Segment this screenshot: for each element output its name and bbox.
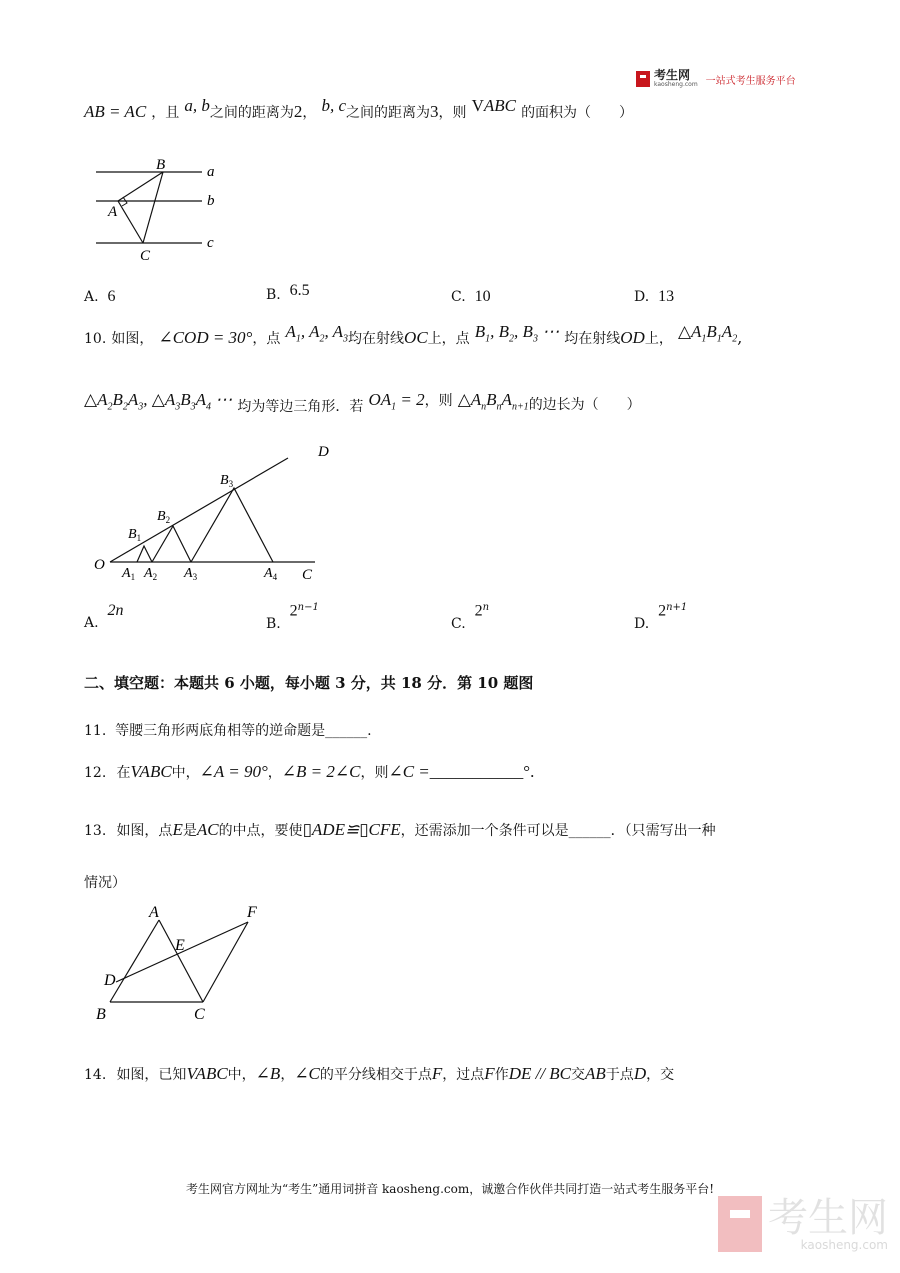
- q9-label-a: a: [207, 164, 215, 180]
- q13-number: 13.: [84, 823, 107, 839]
- q13-label-A: A: [149, 904, 159, 921]
- q13-point-e: E: [172, 820, 183, 839]
- header-logo: [636, 70, 796, 88]
- q10-tri-list: $\triangle A_2B_2A_3$, $\triangle A_3B_3A_4$ ⋯: [84, 390, 233, 413]
- q9-text: 之间的距离为: [209, 105, 294, 121]
- q13-label-B: B: [96, 1006, 106, 1023]
- q14-parallel: DE // BC: [508, 1064, 572, 1083]
- q10-label-B1: $B_1$: [128, 527, 142, 543]
- q12-cond-a: ∠A = 90°: [199, 762, 268, 781]
- q14-point-f: F: [484, 1064, 495, 1083]
- q9-dist-2: 2: [293, 102, 303, 121]
- q13-label-D: D: [104, 972, 116, 989]
- q9-text: ，: [302, 105, 317, 121]
- q13-text: 的中点，要使: [218, 823, 303, 839]
- q10-ray-od: OD: [620, 328, 645, 347]
- watermark: [718, 1196, 888, 1252]
- q14-text: 作: [494, 1067, 509, 1083]
- q14-number: 14.: [84, 1067, 107, 1083]
- option-label: D.: [634, 615, 650, 632]
- q10-label-B3: $B_3$: [220, 473, 234, 489]
- q10-b-points: $B_1$, $B_2$, $B_3$ ⋯: [474, 322, 560, 345]
- q9-option-c[interactable]: [451, 288, 491, 306]
- q10-oa1: $OA_1 = 2$: [368, 390, 425, 413]
- q14-triangle: VABC: [186, 1064, 228, 1083]
- q14-segment-ab: AB: [585, 1064, 606, 1083]
- q9-figure: [90, 152, 230, 264]
- option-value: 2: [474, 602, 483, 620]
- q10-label-O: O: [94, 557, 105, 573]
- q12-cond-b: ∠B = 2∠C: [281, 762, 361, 781]
- q9-label-A: A: [108, 204, 118, 220]
- q14-text: ，: [280, 1067, 295, 1083]
- q13-figure: [92, 900, 272, 1025]
- q10-statement-line2: [84, 390, 641, 415]
- option-label: A.: [84, 289, 99, 305]
- q12-ask: ∠C =: [388, 762, 430, 781]
- q12-answer-blank[interactable]: ___________: [429, 762, 524, 781]
- q10-angle: ∠COD = 30°: [158, 328, 253, 347]
- watermark-domain: kaosheng.com: [800, 1238, 888, 1252]
- q12-text: ，: [267, 765, 282, 781]
- q9-label-c: c: [207, 235, 214, 251]
- q10-figure: [90, 442, 330, 587]
- option-exponent: n: [482, 602, 490, 613]
- q9-text: ，且: [151, 105, 180, 121]
- q14-text: ，交: [646, 1067, 675, 1083]
- q14-point-f: F: [431, 1064, 443, 1083]
- q9-text: 之间的距离为: [345, 105, 430, 121]
- q13-segment-ac: AC: [196, 820, 219, 839]
- q12-number: 12.: [84, 765, 107, 781]
- q9-tri-name: ABC: [483, 96, 516, 115]
- q10-text: 上，: [644, 331, 673, 347]
- q10-option-b[interactable]: [266, 602, 319, 632]
- q14-text: 如图，已知: [116, 1067, 187, 1083]
- q10-tri-1: $\triangle A_1B_1A_2$: [677, 322, 738, 345]
- q13-statement: [84, 820, 716, 840]
- option-value: 6.5: [289, 282, 310, 299]
- q10-tri-n: $\triangle A_nB_nA_{n+1}$: [457, 390, 529, 413]
- q10-label-A1: $A_1$: [122, 566, 136, 582]
- q10-text: ，点: [252, 331, 281, 347]
- q13-congruence: ▯ADE≌▯CFE: [302, 820, 401, 839]
- q13-label-E: E: [175, 937, 185, 954]
- q9-label-C: C: [140, 248, 151, 264]
- q12-triangle: VABC: [130, 762, 172, 781]
- q14-angle-b: ∠B: [255, 1064, 281, 1083]
- q10-option-a[interactable]: [84, 602, 124, 631]
- q10-text: 均在射线: [564, 331, 621, 347]
- q10-text: 上，点: [427, 331, 470, 347]
- option-label: B.: [266, 615, 281, 632]
- q10-a-points: $A_1$, $A_2$, $A_3$: [285, 322, 349, 345]
- q13-text: 是: [182, 823, 197, 839]
- q10-label-B2: $B_2$: [157, 509, 171, 525]
- q9-statement: [84, 96, 634, 122]
- q10-text: ，则: [424, 393, 453, 409]
- q9-label-b: b: [207, 193, 215, 209]
- q10-text: 如图，: [111, 331, 154, 347]
- option-value: 2n: [107, 602, 124, 619]
- q10-label-A2: $A_2$: [144, 566, 158, 582]
- q9-tri-sym: V: [471, 96, 484, 115]
- q11-number: 11.: [84, 723, 107, 739]
- q13-statement-cont: 情况）: [84, 875, 126, 891]
- brand-domain: kaosheng.com: [654, 81, 698, 88]
- brand-slogan: 一站式考生服务平台: [705, 75, 796, 87]
- q9-option-a[interactable]: [84, 288, 115, 306]
- q14-angle-c: ∠C: [294, 1064, 320, 1083]
- q14-text: 于点: [605, 1067, 634, 1083]
- q10-label-A3: $A_3$: [184, 566, 198, 582]
- q14-text: 的平分线相交于点: [319, 1067, 432, 1083]
- q14-point-d: D: [633, 1064, 647, 1083]
- q12-text: ，则: [360, 765, 389, 781]
- q12-text: 中，: [171, 765, 200, 781]
- q10-statement-line1: 10. 如图， ∠COD = 30°，点 $A_1$, $A_2$, $A_3$均在射线OC上，点 $B_1$, $B_2$, $B_3$ ⋯ 均在射线OD上， $\triangle A_1B_1A_2$,: [84, 322, 743, 347]
- q9-ab-ac: AB = AC: [84, 102, 147, 121]
- option-label: B.: [266, 287, 281, 303]
- q9-option-d[interactable]: [634, 288, 674, 306]
- option-label: C.: [451, 615, 466, 632]
- q14-text: 中，: [227, 1067, 256, 1083]
- option-exponent: n−1: [297, 602, 319, 613]
- q12-statement: [84, 762, 534, 782]
- q13-label-F: F: [247, 904, 257, 921]
- q10-label-A4: $A_4$: [264, 566, 278, 582]
- q14-text: 交: [571, 1067, 586, 1083]
- q10-label-C: C: [302, 567, 313, 583]
- q14-statement: [84, 1064, 674, 1084]
- q13-text: ，还需添加一个条件可以是______．（只需写出一种: [400, 823, 716, 839]
- watermark-logo-icon: [718, 1196, 762, 1252]
- q10-label-D: D: [318, 444, 329, 460]
- option-value: 10: [474, 288, 491, 305]
- q9-ab-vars: a, b: [184, 96, 210, 115]
- q9-label-B: B: [156, 157, 166, 173]
- q9-bc-vars: b, c: [321, 96, 346, 115]
- q12-text: 在: [116, 765, 131, 781]
- option-value: 6: [107, 288, 116, 305]
- q11-text: 等腰三角形两底角相等的逆命题是______.: [115, 723, 372, 739]
- watermark-name: 考生网: [768, 1195, 888, 1241]
- q9-option-b[interactable]: [266, 282, 310, 304]
- option-label: D.: [634, 289, 650, 305]
- option-value: 2: [289, 602, 298, 620]
- q9-text: ，则: [438, 105, 467, 121]
- q10-text: 均在射线: [348, 331, 405, 347]
- q10-text: 均为等边三角形．若: [237, 399, 364, 415]
- option-value: 2: [658, 602, 667, 620]
- footer-text: 考生网官方网址为“考生”通用词拼音 kaosheng.com，诚邀合作伙伴共同打造一站式考生服务平台!: [185, 1182, 715, 1196]
- section-2-title: 二、填空题：本题共 6 小题，每小题 3 分，共 18 分．第 10 题图: [84, 674, 534, 692]
- q10-option-d[interactable]: [634, 602, 688, 632]
- q14-text: ，过点: [442, 1067, 485, 1083]
- q10-text: 的边长为（ ）: [528, 397, 641, 413]
- q9-text: 的面积为（ ）: [521, 105, 634, 121]
- q13-label-C: C: [194, 1006, 205, 1023]
- brand-name: 考生网: [654, 68, 691, 82]
- brand-logo-icon: [636, 71, 650, 87]
- q10-number: 10.: [84, 331, 107, 347]
- q12-degree: °.: [523, 762, 535, 781]
- option-label: C.: [451, 289, 466, 305]
- q9-dist-3: 3: [429, 102, 439, 121]
- q10-option-c[interactable]: [451, 602, 490, 632]
- option-exponent: n+1: [666, 602, 688, 613]
- option-value: 13: [658, 288, 675, 305]
- q13-text: 如图，点: [116, 823, 173, 839]
- q11-statement: [84, 720, 372, 740]
- option-label: A.: [84, 615, 99, 631]
- q10-ray-oc: OC: [404, 328, 428, 347]
